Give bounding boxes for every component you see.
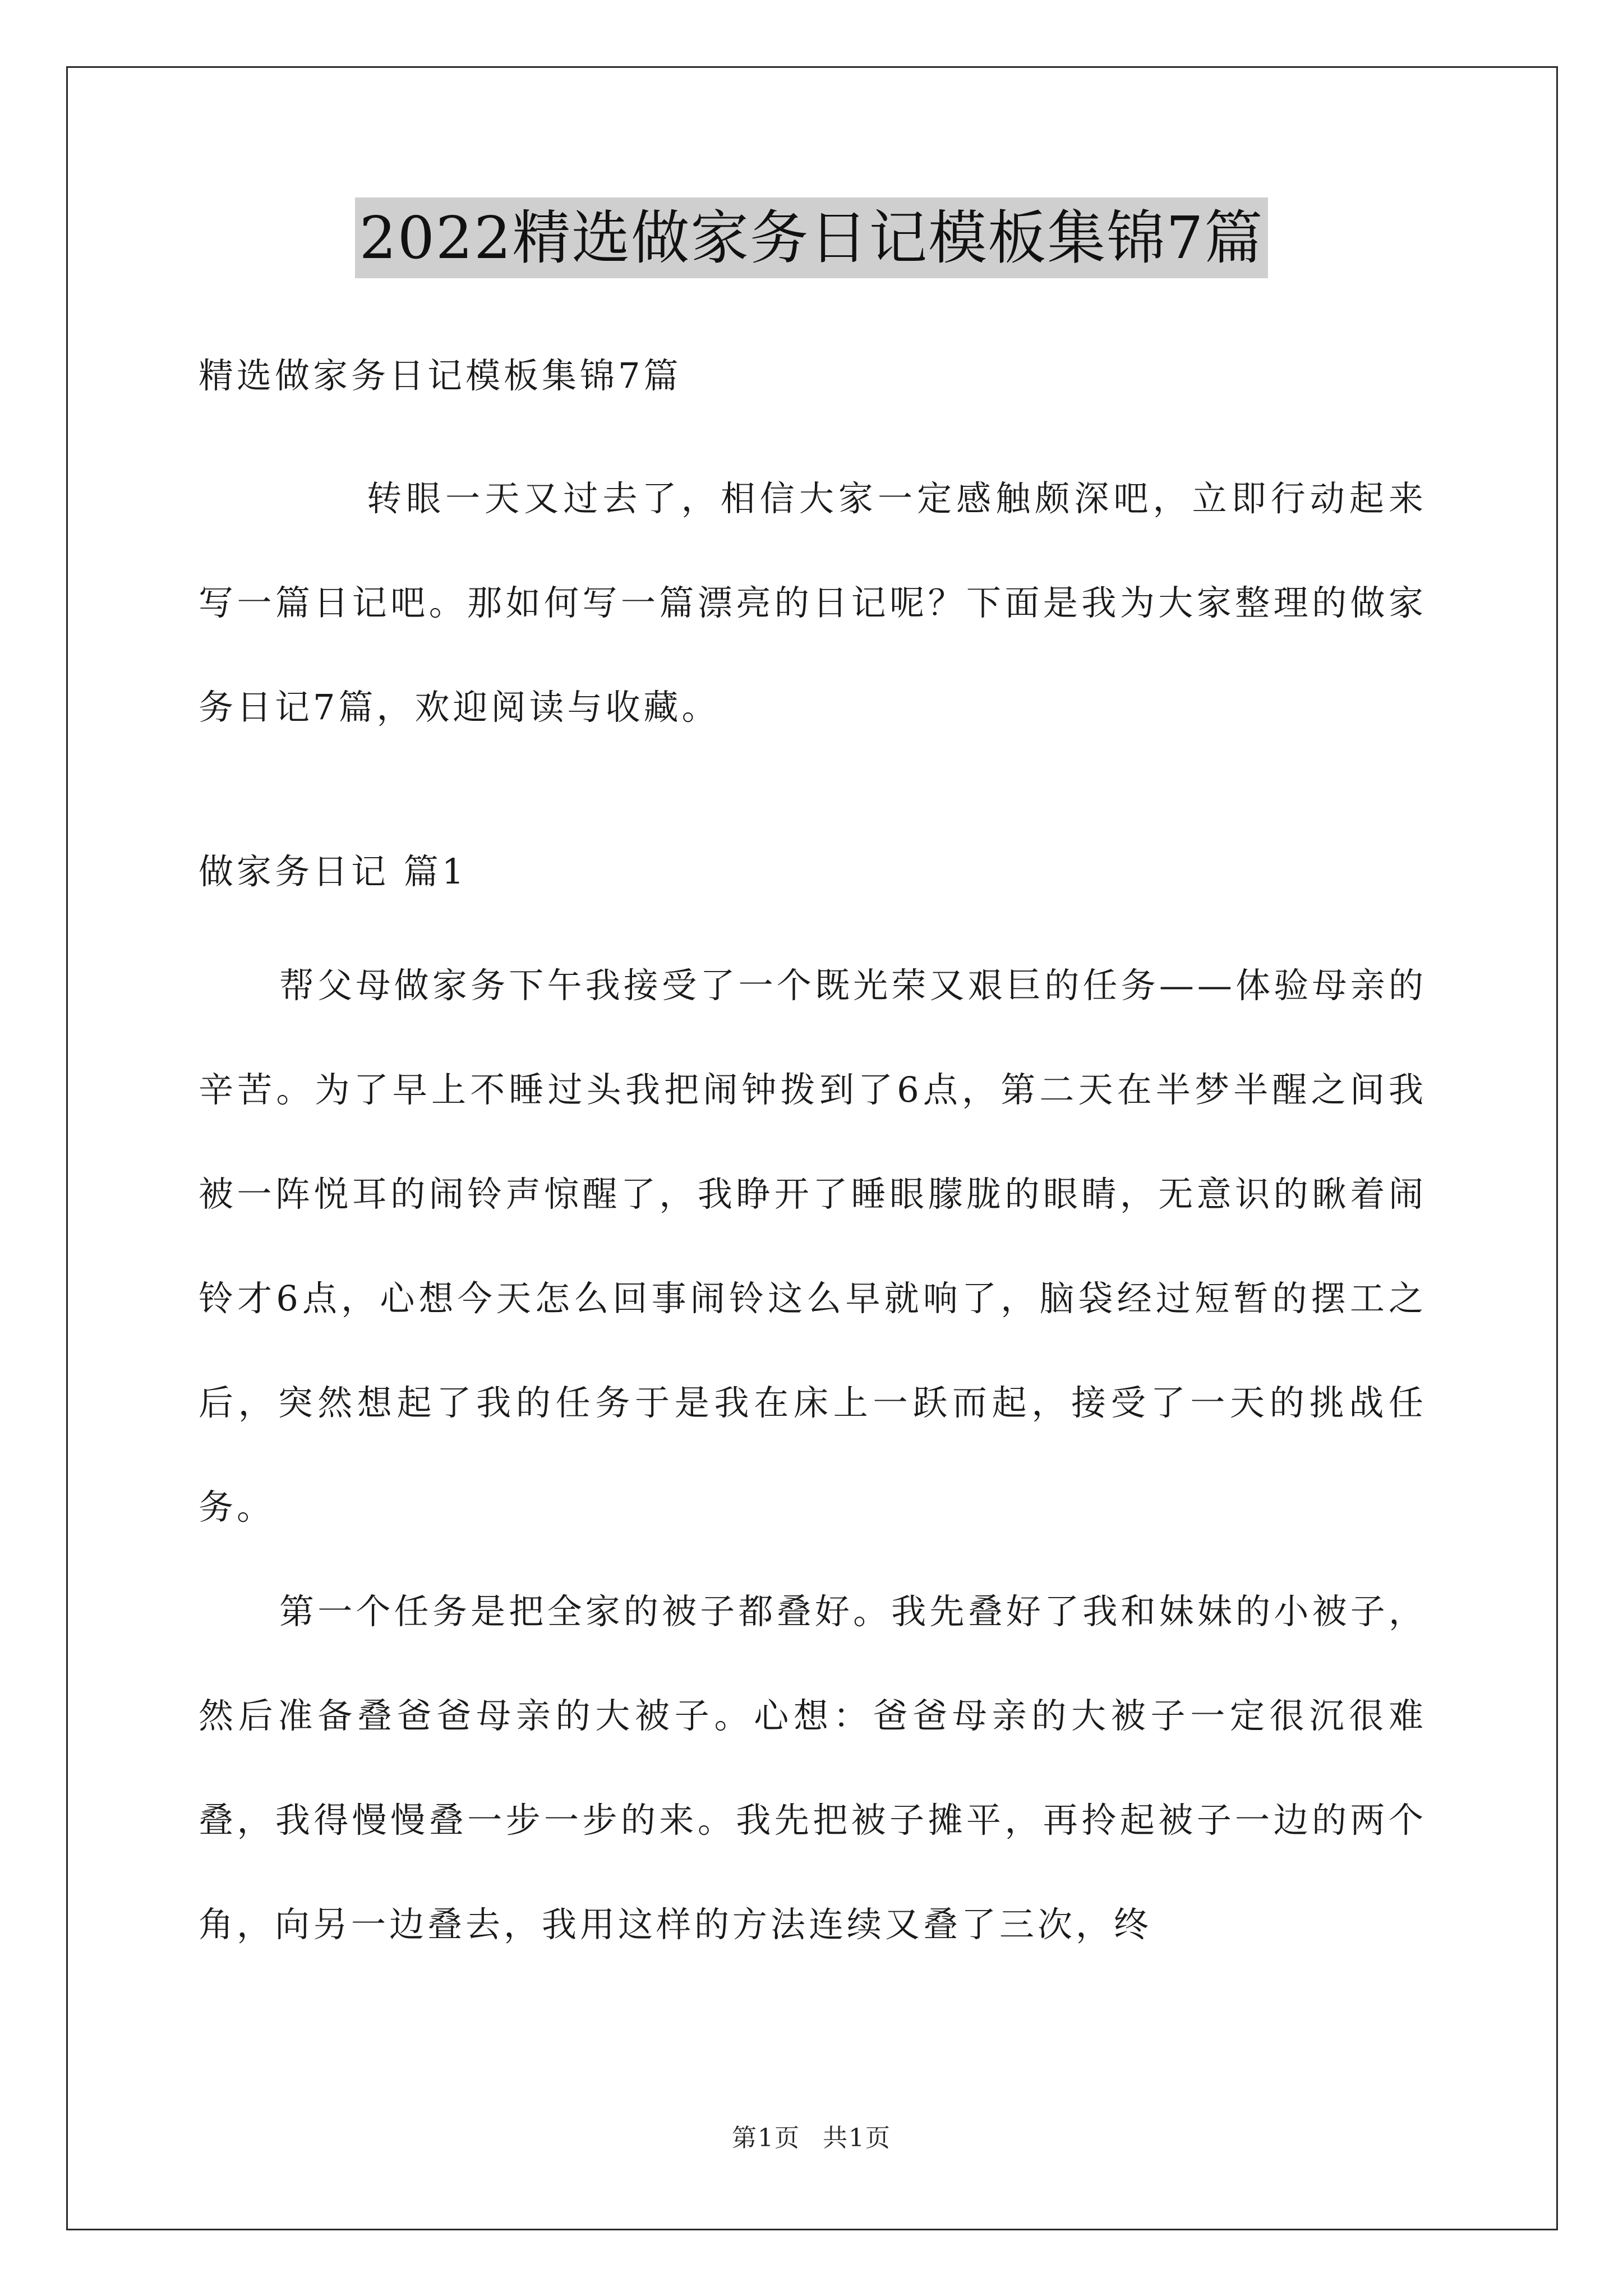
page-footer — [0, 2122, 1623, 2155]
section-spacer — [199, 760, 1427, 844]
body-paragraph: 帮父母做家务下午我接受了一个既光荣又艰巨的任务——体验母亲的辛苦。为了早上不睡过头我把闹钟拨到了6点，第二天在半梦半醒之间我被一阵悦耳的闹铃声惊醒了，我睁开了睡眼朦胧的眼睛，无意识的瞅着闹铃才6点，心想今天怎么回事闹铃这么早就响了，脑袋经过短暂的摆工之后，突然想起了我的任务于是我在床上一跃而起，接受了一天的挑战任务。 — [199, 965, 1427, 1527]
section-heading: 做家务日记 篇1 — [199, 851, 468, 892]
body-paragraph: 第一个任务是把全家的被子都叠好。我先叠好了我和妹妹的小被子，然后准备叠爸爸母亲的大被子。心想：爸爸母亲的大被子一定很沉很难叠，我得慢慢叠一步一步的来。我先把被子摊平，再拎起被子一边的两个角，向另一边叠去，我用这样的方法连续又叠了三次，终 — [199, 1591, 1427, 1945]
page-number: 第1页 — [732, 2124, 800, 2152]
document-title: 2022精选做家务日记模板集锦7篇 — [355, 197, 1269, 278]
title-container — [0, 197, 1623, 278]
document-subtitle: 精选做家务日记模板集锦7篇 — [199, 355, 682, 396]
document-body — [199, 348, 1427, 1977]
intro-paragraph: 转眼一天又过去了，相信大家一定感触颇深吧，立即行动起来写一篇日记吧。那如何写一篇漂亮的日记呢？下面是我为大家整理的做家务日记7篇，欢迎阅读与收藏。 — [199, 478, 1427, 728]
page-total: 共1页 — [823, 2124, 891, 2152]
